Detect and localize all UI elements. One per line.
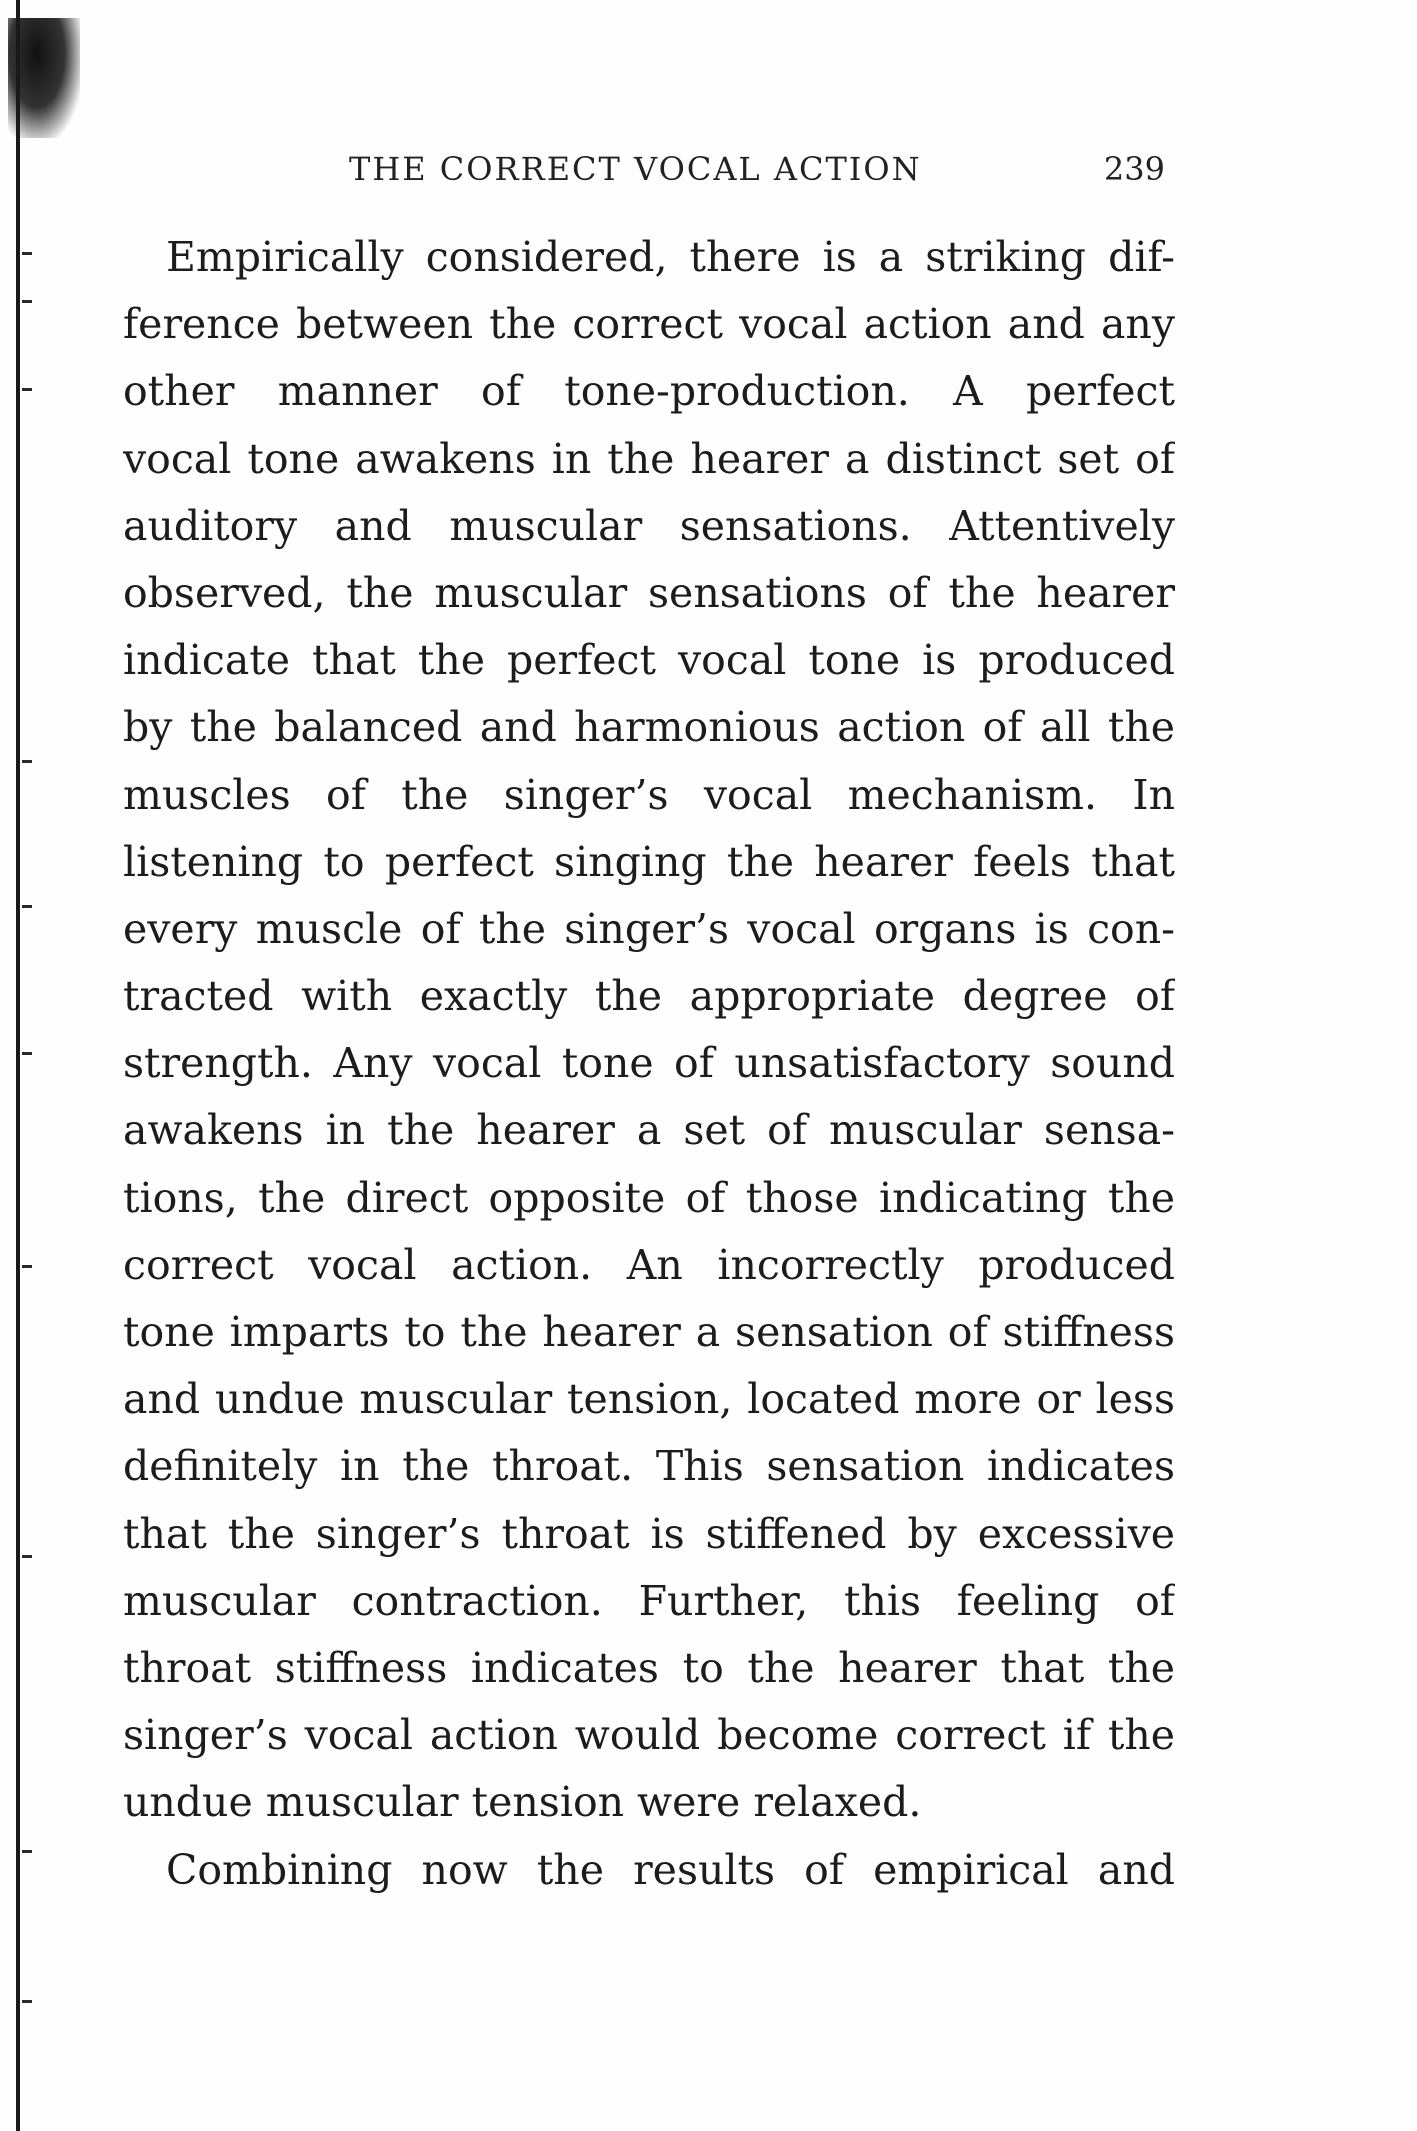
text-line: other manner of tone-production. A perfect (123, 367, 1175, 416)
text-line: and undue muscular tension, located more or less (123, 1375, 1175, 1424)
gutter-mark (22, 1555, 32, 1558)
text-line: correct vocal action. An incorrectly produced (123, 1240, 1175, 1289)
text-line: indicate that the perfect vocal tone is produced (123, 636, 1175, 685)
text-line: ference between the correct vocal action and any (123, 300, 1175, 349)
text-line: every muscle of the singer’s vocal organs is con- (123, 904, 1175, 953)
gutter-mark (22, 1265, 32, 1268)
text-line: definitely in the throat. This sensation indicates (123, 1442, 1175, 1491)
text-line: tracted with exactly the appropriate degree of (123, 972, 1175, 1021)
binding-edge-line (16, 0, 20, 2131)
gutter-mark (22, 252, 32, 255)
text-line: vocal tone awakens in the hearer a distinct set of (123, 434, 1175, 483)
text-line: undue muscular tension were relaxed. (123, 1778, 922, 1827)
text-line: throat stiffness indicates to the hearer that the (123, 1643, 1175, 1692)
running-header (123, 150, 1175, 198)
text-line: muscles of the singer’s vocal mechanism. In (123, 770, 1175, 819)
gutter-mark (22, 1850, 32, 1853)
page-number: 239 (1103, 150, 1165, 188)
text-line: strength. Any vocal tone of unsatisfactory sound (123, 1039, 1175, 1088)
binding-gutter (0, 0, 95, 2131)
text-line: tions, the direct opposite of those indicating the (123, 1173, 1175, 1222)
text-line: by the balanced and harmonious action of all the (123, 703, 1175, 752)
gutter-mark (22, 760, 32, 763)
gutter-mark (22, 2000, 32, 2003)
text-line: muscular contraction. Further, this feeling of (123, 1576, 1175, 1625)
text-line: singer’s vocal action would become correct if the (123, 1711, 1175, 1760)
text-line: observed, the muscular sensations of the hearer (123, 568, 1175, 617)
text-line: listening to perfect singing the hearer feels that (123, 837, 1175, 886)
text-line: tone imparts to the hearer a sensation of stiffness (123, 1308, 1175, 1356)
gutter-mark (22, 388, 32, 391)
text-line: Combining now the results of empirical and (166, 1845, 1175, 1894)
text-line: awakens in the hearer a set of muscular sensa- (123, 1106, 1175, 1155)
gutter-mark (22, 905, 32, 908)
gutter-mark (22, 300, 32, 303)
text-line: auditory and muscular sensations. Attentively (123, 501, 1175, 550)
text-line: Empirically considered, there is a striking dif- (166, 233, 1175, 281)
text-line: that the singer’s throat is stiffened by excessive (123, 1509, 1175, 1558)
running-title: THE CORRECT VOCAL ACTION (349, 150, 922, 188)
gutter-mark (22, 1052, 32, 1055)
body-text (123, 224, 1175, 1904)
